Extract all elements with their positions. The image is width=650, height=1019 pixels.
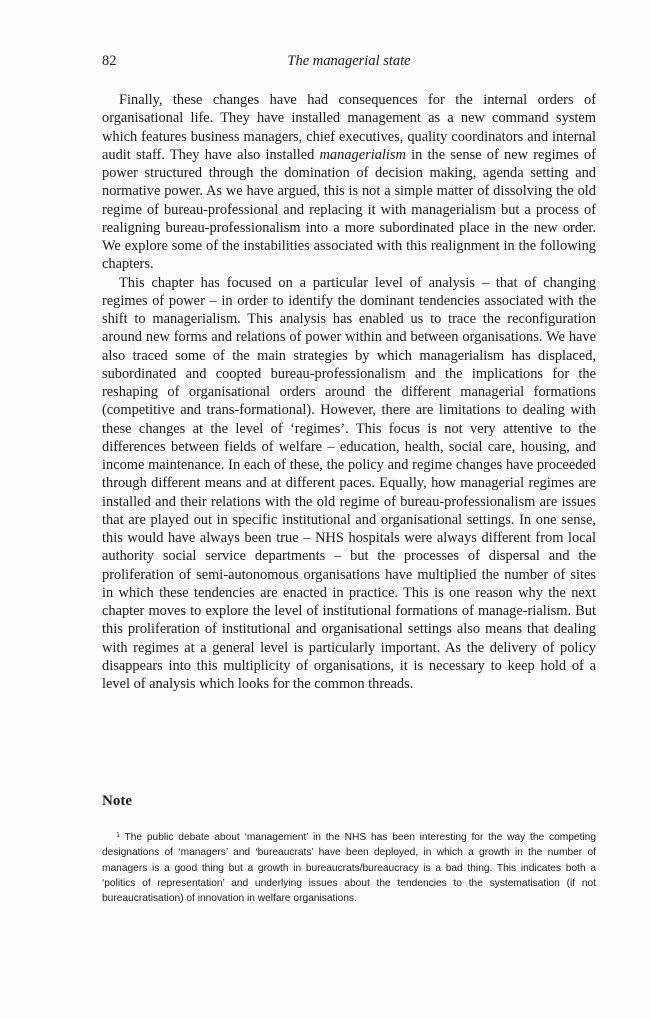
footnote-1 [102, 828, 596, 906]
running-head: The managerial state [287, 53, 411, 69]
paragraph-1 [102, 91, 596, 274]
page-header [102, 53, 596, 73]
paragraph-1-part-1: Finally, these changes have had consequences for the internal orders of organisational life. They have installed management as a new command system which features business managers, chief executives, quality coordinators and internal audit staff. They have also installed [102, 92, 596, 163]
page-number: 82 [102, 53, 117, 69]
footnote-marker: 1 [116, 832, 120, 839]
paragraph-2: This chapter has focused on a particular level of analysis – that of changing regimes of power – in order to identify the dominant tendencies associated with the shift to managerialism. This analysis has enabled us to trace the reconfiguration around new forms and relations of power within and between organisations. We have also traced some of the main strategies by which managerialism has displaced, subordinated and coopted bureau-professionalism and the implications for the reshaping of organisational orders around the different managerial formations (competitive and trans-formational). However, there are limitations to dealing with these changes at the level of ‘regimes’. This focus is not very attentive to the differences between fields of welfare – education, health, social care, housing, and income maintenance. In each of these, the policy and regime changes have proceeded through different means and at different paces. Equally, how managerial regimes are installed and their relations with the old regime of bureau-professionalism are issues that are played out in specific institutional and organisational settings. In one sense, this would have always been true – NHS hospitals were always different from local authority social service departments – but the processes of dispersal and the proliferation of semi-autonomous organisations have multiplied the number of sites in which these tendencies are enacted in practice. This is one reason why the next chapter moves to explore the level of institutional formations of manage-rialism. But this proliferation of institutional and organisational settings also means that dealing with regimes at a general level is particularly important. As the delivery of policy disappears into this multiplicity of organisations, it is necessary to keep hold of a level of analysis which looks for the common threads. [102, 274, 596, 692]
note-heading: Note [102, 793, 132, 809]
emphasis-managerialism: managerialism [319, 146, 406, 163]
paragraph-1-part-2: in the sense of new regimes of power structured through the domination of decision making, agenda setting and normative power. As we have argued, this is not a simple matter of dissolving the old regime of bureau-professional and replacing it with managerialism but a process of realigning bureau-professionalism into a more subordinated place in the new order. We explore some of the instabilities associated with this realignment in the following chapters. [102, 146, 596, 273]
body-text [102, 91, 596, 693]
footnote-text: The public debate about ‘management’ in the NHS has been interesting for the way the competing designations of ‘managers’ and ‘bureaucrats’ have been deployed, in which a growth in the number of managers is a good thing but a growth in bureaucrats/bureaucracy is a bad thing. This indicates both a ‘politics of representation’ and underlying issues about the tendencies to the systematisation (if not bureaucratisation) of innovation in welfare organisations. [102, 832, 596, 905]
